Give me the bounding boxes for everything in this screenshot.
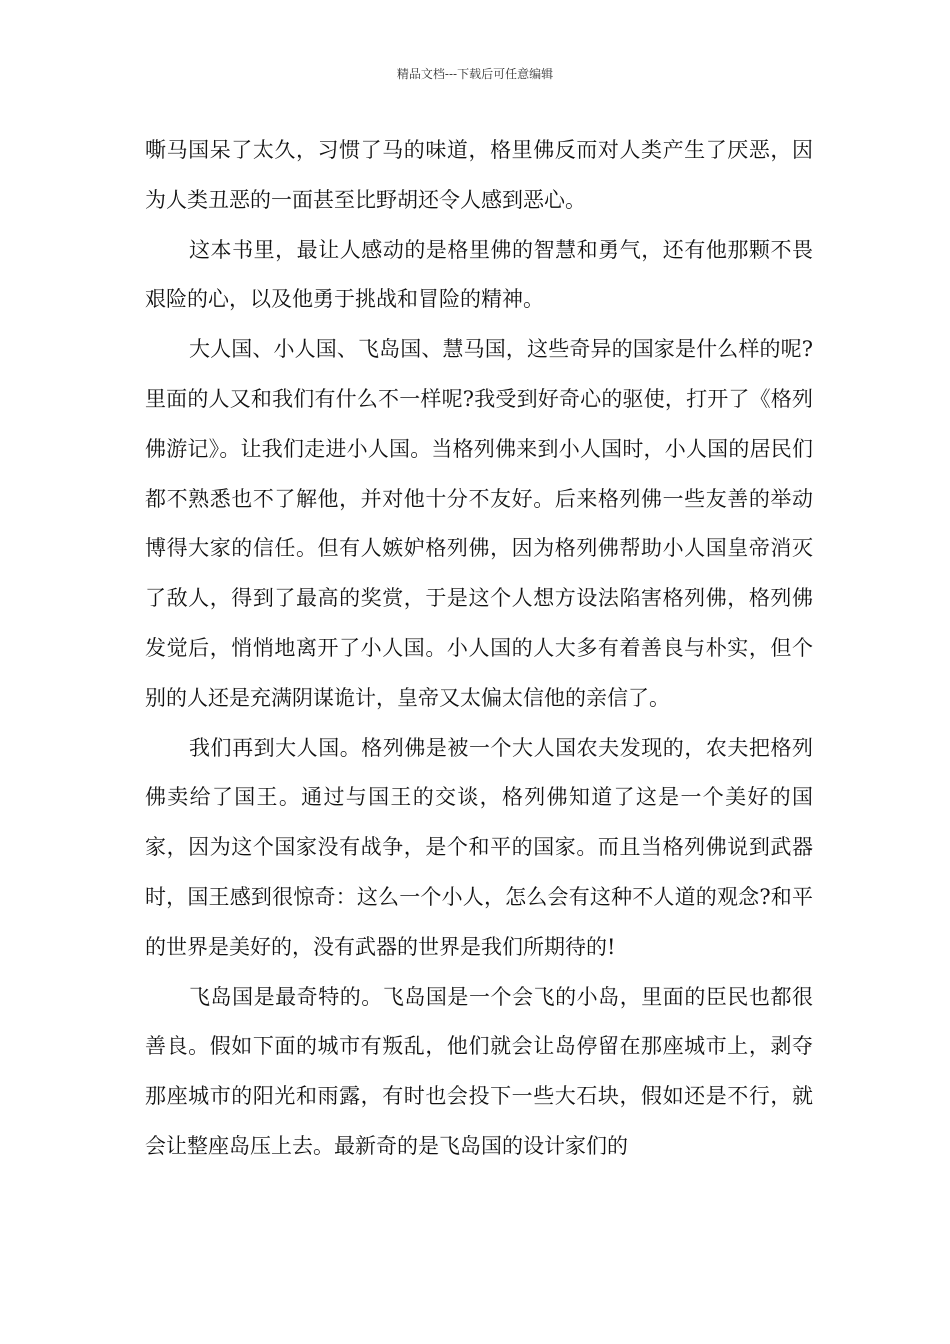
body-text: [145, 126, 813, 1172]
paragraph-1: 嘶马国呆了太久，习惯了马的味道，格里佛反而对人类产生了厌恶，因为人类丑恶的一面甚至比野胡还令人感到恶心。: [145, 138, 813, 212]
paragraph-2: 这本书里，最让人感动的是格里佛的智慧和勇气，还有他那颗不畏艰险的心，以及他勇于挑战和冒险的精神。: [145, 237, 813, 312]
paragraph-4: 我们再到大人国。格列佛是被一个大人国农夫发现的，农夫把格列佛卖给了国王。通过与国王的交谈，格列佛知道了这是一个美好的国家，因为这个国家没有战争，是个和平的国家。而且当格列佛说到武器时，国王感到很惊奇：这么一个小人，怎么会有这种不人道的观念?和平的世界是美好的，没有武器的世界是我们所期待的!: [145, 735, 813, 959]
paragraph-3: 大人国、小人国、飞岛国、慧马国，这些奇异的国家是什么样的呢?里面的人又和我们有什么不一样呢?我受到好奇心的驱使，打开了《格列佛游记》。让我们走进小人国。当格列佛来到小人国时，小人国的居民们都不熟悉也不了解他，并对他十分不友好。后来格列佛一些友善的举动博得大家的信任。但有人嫉妒格列佛，因为格列佛帮助小人国皇帝消灭了敌人，得到了最高的奖赏，于是这个人想方设法陷害格列佛，格列佛发觉后，悄悄地离开了小人国。小人国的人大多有着善良与朴实，但个别的人还是充满阴谋诡计，皇帝又太偏太信他的亲信了。: [145, 337, 813, 710]
paragraph-5: 飞岛国是最奇特的。飞岛国是一个会飞的小岛，里面的臣民也都很善良。假如下面的城市有叛乱，他们就会让岛停留在那座城市上，剥夺那座城市的阳光和雨露，有时也会投下一些大石块，假如还是不行，就会让整座岛压上去。最新奇的是飞岛国的设计家们的: [145, 984, 813, 1158]
page-header: 精品文档---下载后可任意编辑: [396, 67, 554, 81]
